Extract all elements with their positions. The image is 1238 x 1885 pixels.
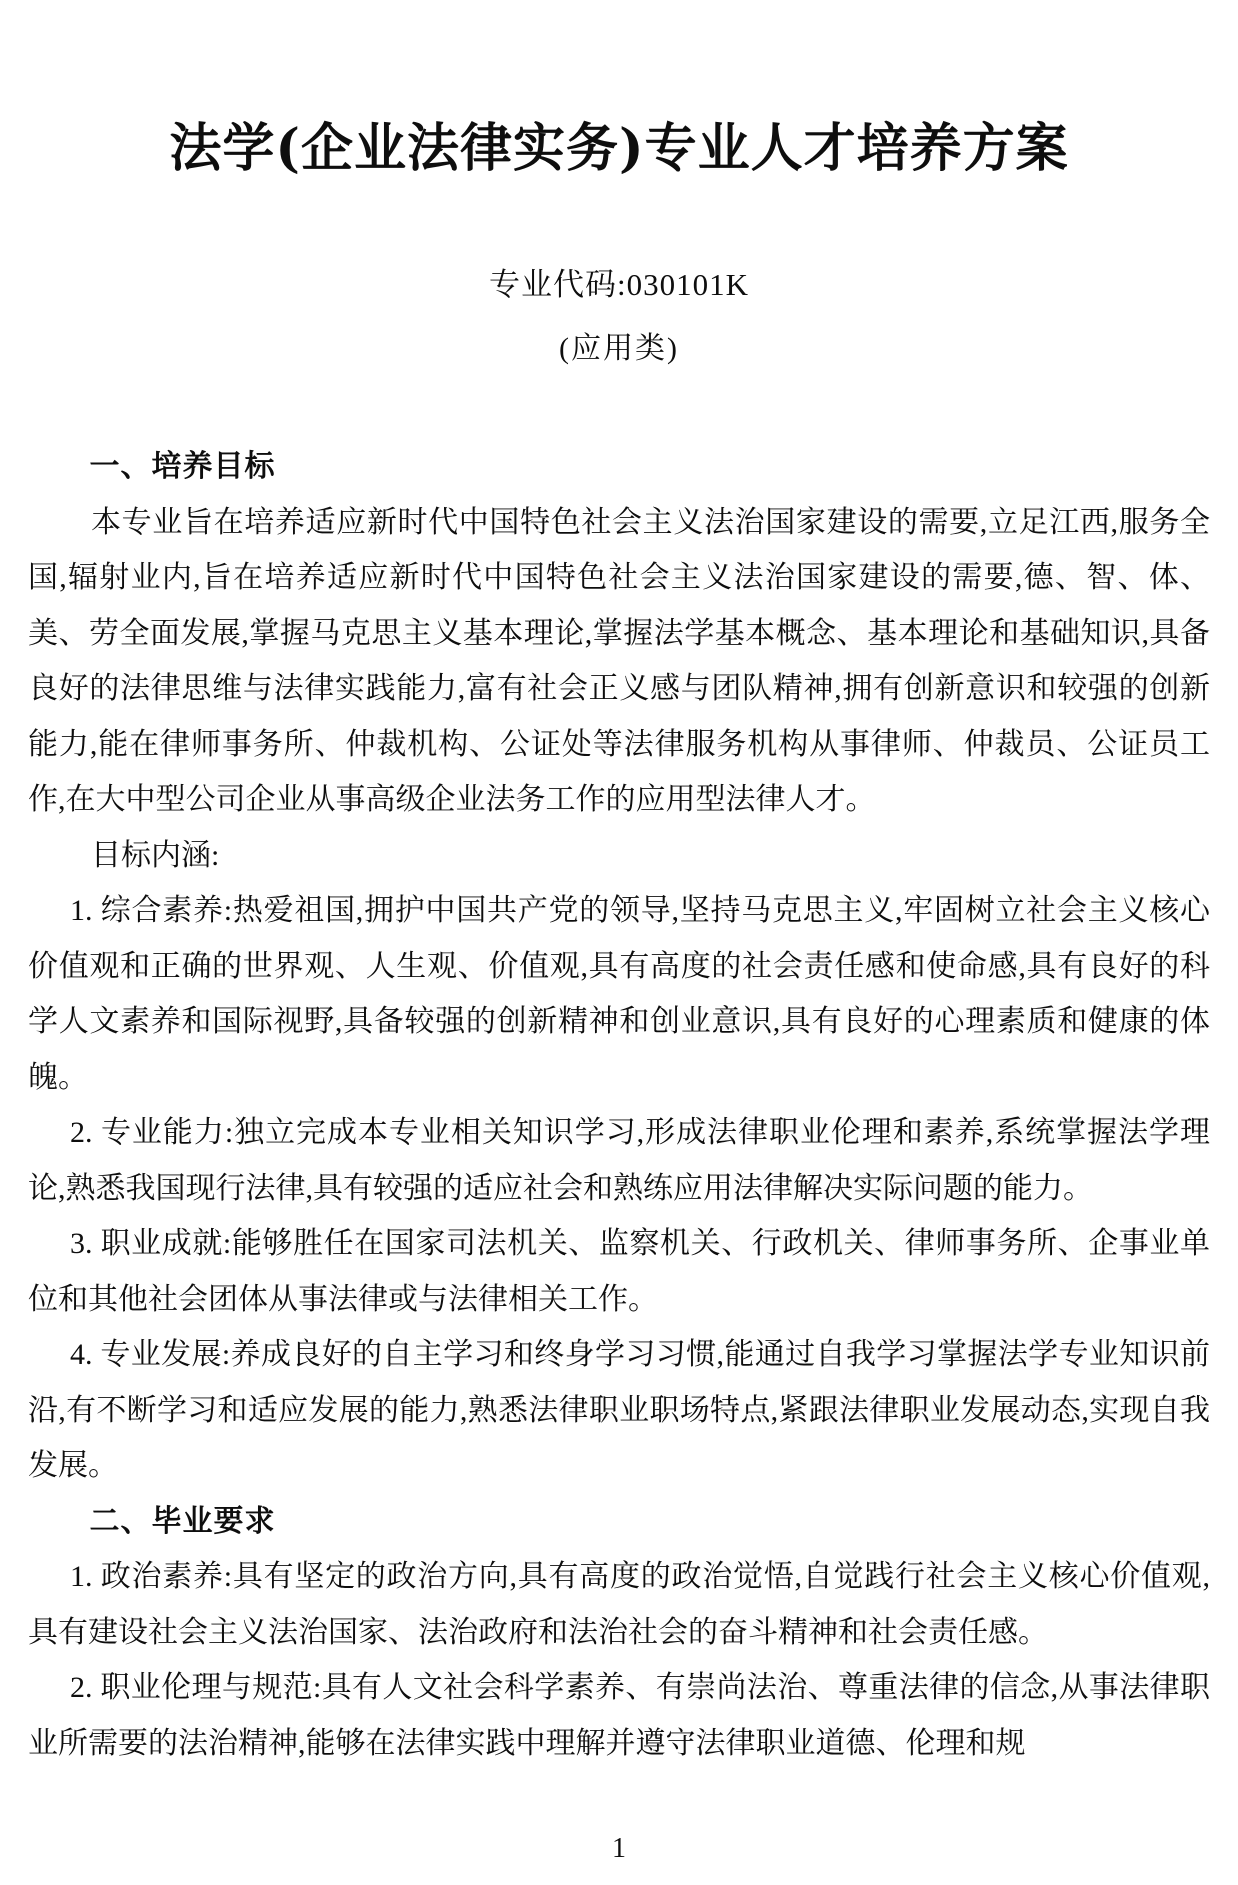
heading-training-objectives: 一、培养目标 bbox=[89, 449, 276, 484]
section-training-objectives bbox=[28, 439, 1210, 1494]
document-body bbox=[28, 439, 1210, 1771]
paragraph-objective-item-4: 4. 专业发展:养成良好的自主学习和终身学习习惯,能通过自我学习掌握法学专业知识前沿,有不断学习和适应发展的能力,熟悉法律职业职场特点,紧跟法律职业发展动态,实现自我发展。 bbox=[28, 1338, 1210, 1482]
section-graduation-requirements bbox=[28, 1494, 1210, 1772]
paragraph-requirement-item-2: 2. 职业伦理与规范:具有人文社会科学素养、有崇尚法治、尊重法律的信念,从事法律职业所需要的法治精神,能够在法律实践中理解并遵守法律职业道德、伦理和规 bbox=[28, 1671, 1210, 1760]
paragraph-objective-overview: 本专业旨在培养适应新时代中国特色社会主义法治国家建设的需要,立足江西,服务全国,辐射业内,旨在培养适应新时代中国特色社会主义法治国家建设的需要,德、智、体、美、劳全面发展,掌握马克思主义基本理论,掌握法学基本概念、基本理论和基础知识,具备良好的法律思维与法律实践能力,富有社会正义感与团队精神,拥有创新意识和较强的创新能力,能在律师事务所、仲裁机构、公证处等法律服务机构从事律师、仲裁员、公证员工作,在大中型公司企业从事高级企业法务工作的应用型法律人才。 bbox=[28, 505, 1210, 816]
category-line: (应用类) bbox=[559, 332, 679, 365]
document-title: 法学(企业法律实务)专业人才培养方案 bbox=[169, 118, 1069, 179]
page-number: 1 bbox=[612, 1833, 626, 1864]
heading-graduation-requirements: 二、毕业要求 bbox=[89, 1503, 276, 1539]
paragraph-requirement-item-1: 1. 政治素养:具有坚定的政治方向,具有高度的政治觉悟,自觉践行社会主义核心价值观,具有建设社会主义法治国家、法治政府和法治社会的奋斗精神和社会责任感。 bbox=[28, 1560, 1210, 1649]
paragraph-objective-connotation-label: 目标内涵: bbox=[91, 838, 220, 872]
paragraph-objective-item-1: 1. 综合素养:热爱祖国,拥护中国共产党的领导,坚持马克思主义,牢固树立社会主义核心价值观和正确的世界观、人生观、价值观,具有高度的社会责任感和使命感,具有良好的科学人文素养和国际视野,具备较强的创新精神和创业意识,具有良好的心理素质和健康的体魄。 bbox=[28, 894, 1210, 1094]
major-code-line: 专业代码:030101K bbox=[489, 267, 749, 302]
paragraph-objective-item-3: 3. 职业成就:能够胜任在国家司法机关、监察机关、行政机关、律师事务所、企事业单位和其他社会团体从事法律或与法律相关工作。 bbox=[28, 1227, 1210, 1316]
paragraph-objective-item-2: 2. 专业能力:独立完成本专业相关知识学习,形成法律职业伦理和素养,系统掌握法学理论,熟悉我国现行法律,具有较强的适应社会和熟练应用法律解决实际问题的能力。 bbox=[28, 1116, 1210, 1205]
